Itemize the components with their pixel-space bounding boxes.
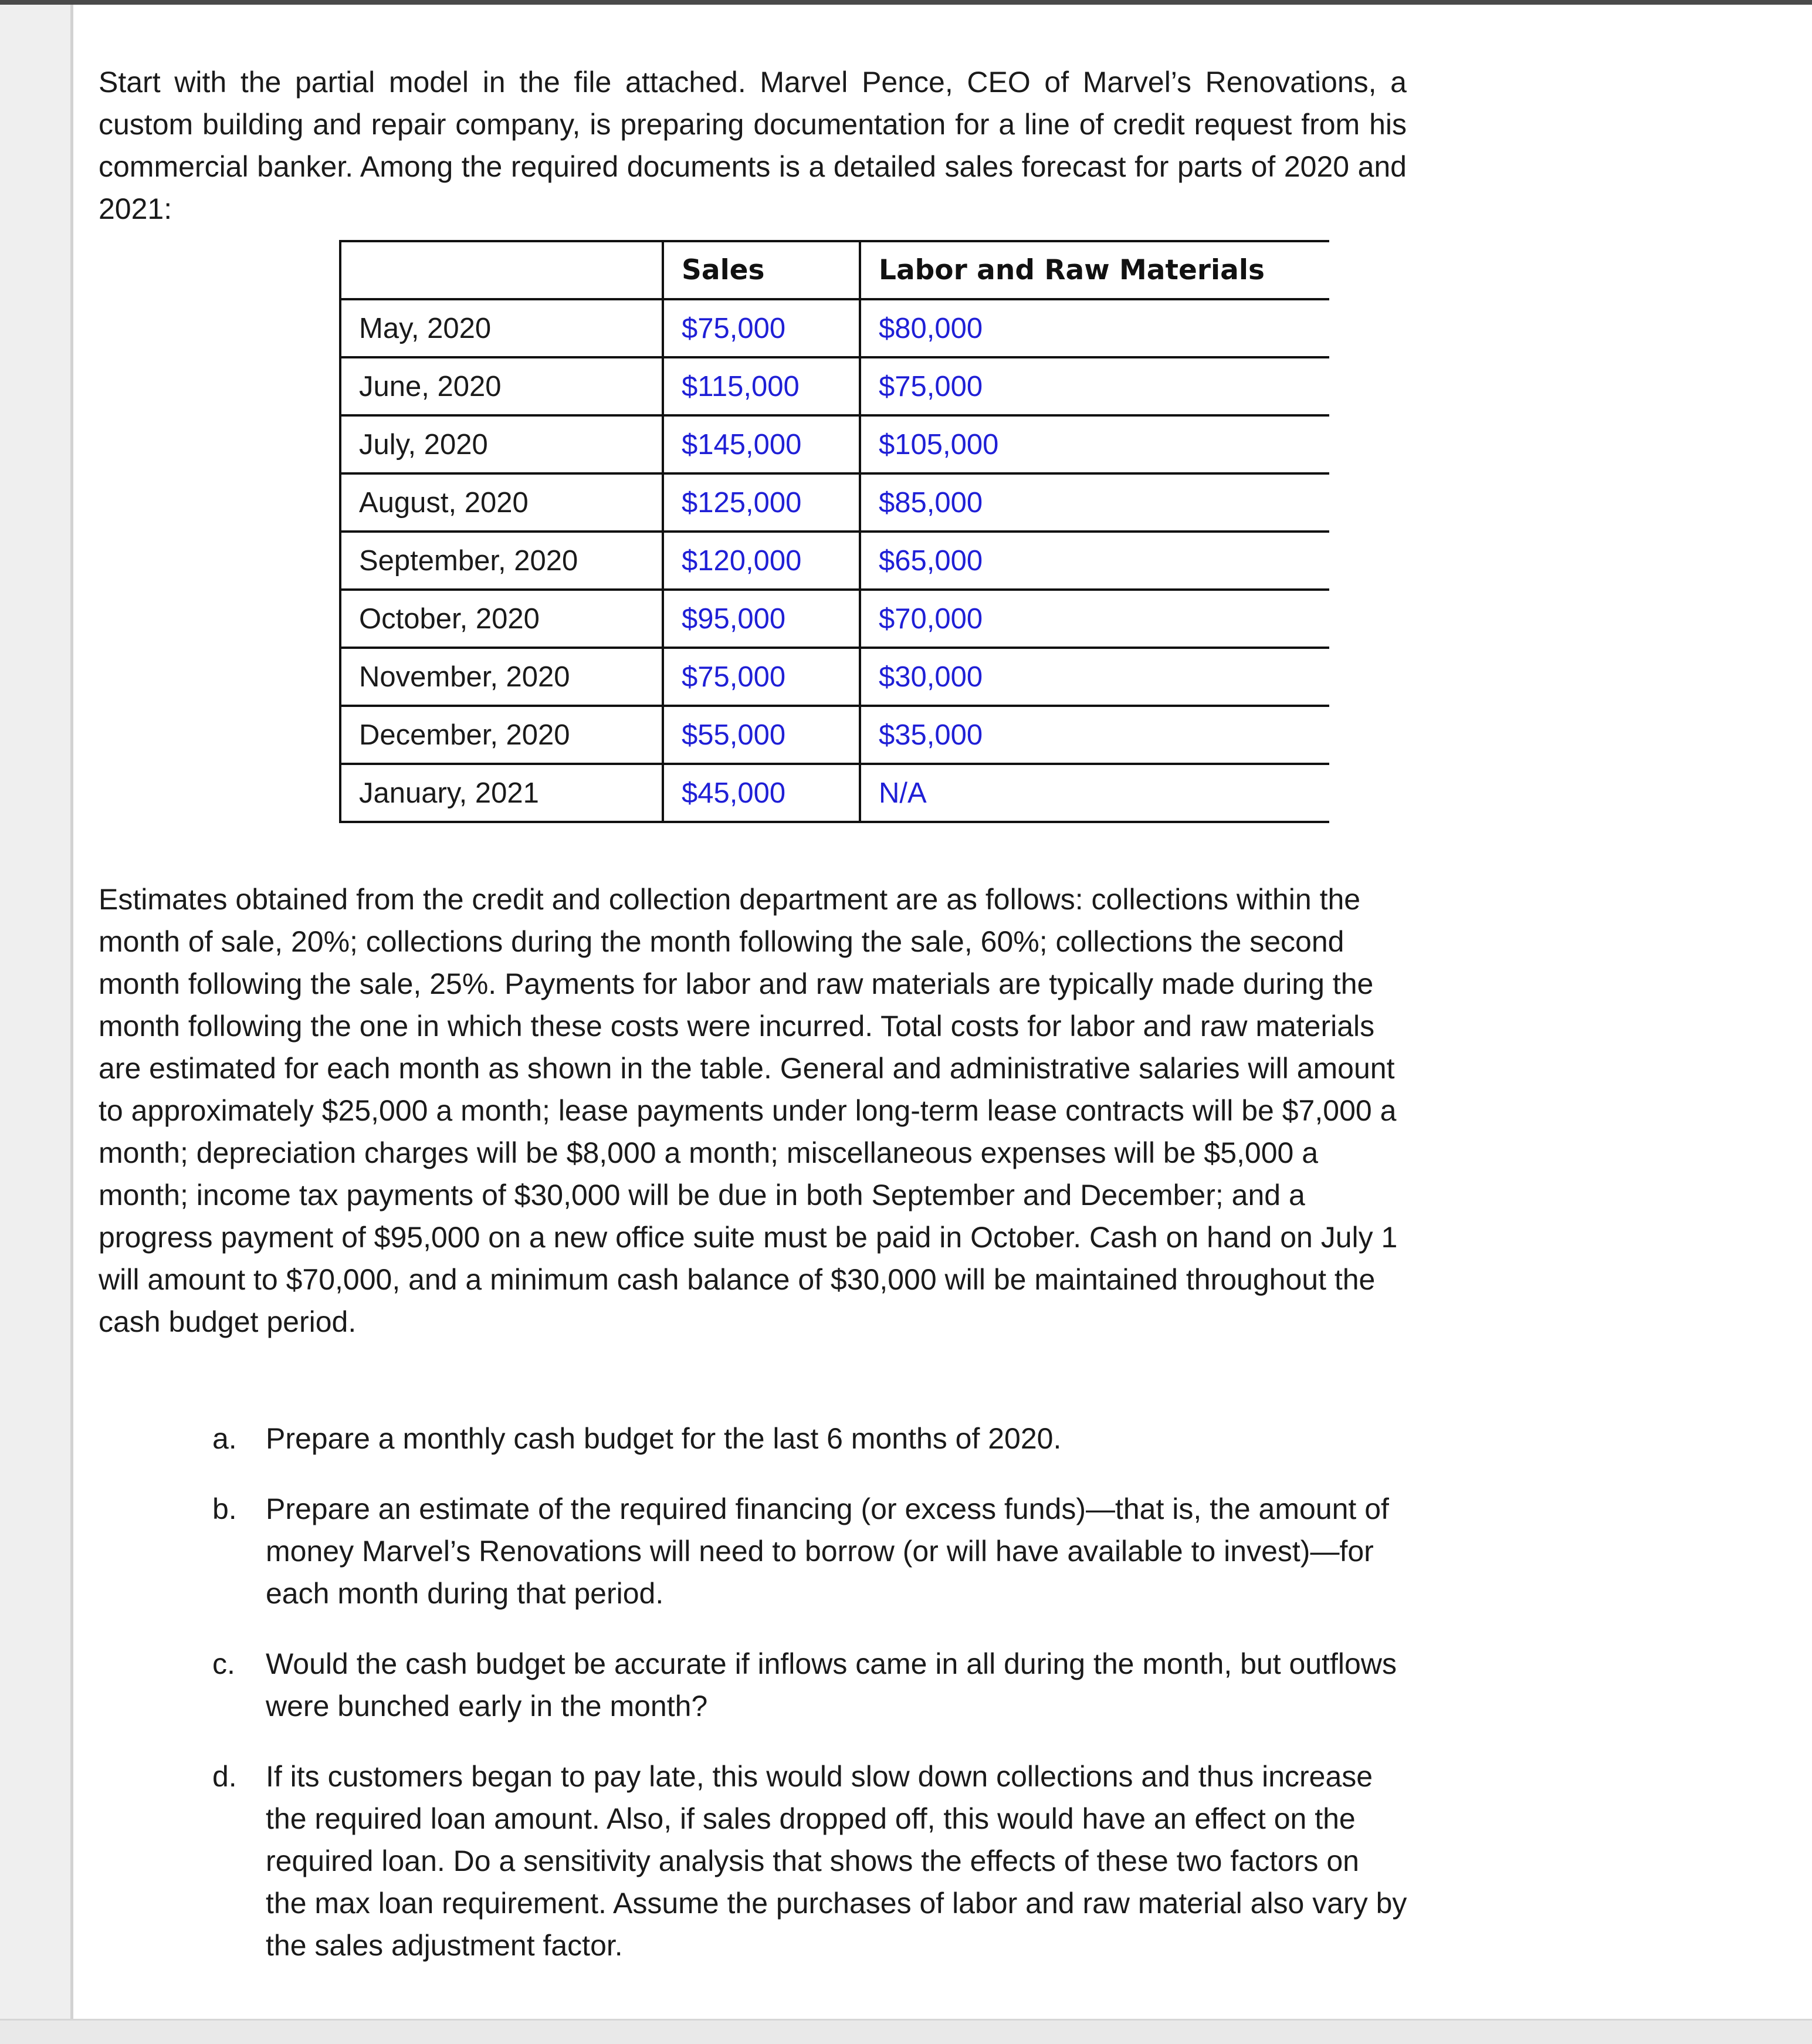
- question-item: [211, 1417, 1408, 1460]
- table-row: [340, 706, 1329, 764]
- row-month: May, 2020: [340, 299, 663, 357]
- question-marker: a.: [212, 1422, 237, 1455]
- question-item: [211, 1755, 1408, 1967]
- row-sales: $75,000: [663, 648, 860, 706]
- row-month: October, 2020: [340, 590, 663, 648]
- header-labor-raw-materials: Labor and Raw Materials: [860, 241, 1329, 299]
- row-month: June, 2020: [340, 357, 663, 415]
- question-marker: b.: [212, 1493, 237, 1525]
- row-labor: $65,000: [860, 532, 1329, 590]
- row-labor: $30,000: [860, 648, 1329, 706]
- row-month: November, 2020: [340, 648, 663, 706]
- row-labor: $70,000: [860, 590, 1329, 648]
- sales-forecast-table: [339, 240, 1329, 823]
- estimates-paragraph: Estimates obtained from the credit and collection department are as follows: collections within the month of sale, 20%; collections during the month following the sale, 60%; collections the second month following the sale, 25%. Payments for labor and raw materials are typically made during the month following the one in which these costs were incurred. Total costs for labor and raw materials are estimated for each month as shown in the table. General and administrative salaries will amount to approximately $25,000 a month; lease payments under long-term lease contracts will be $7,000 a month; depreciation charges will be $8,000 a month; miscellaneous expenses will be $5,000 a month; income tax payments of $30,000 will be due in both September and December; and a progress payment of $95,000 on a new office suite must be paid in October. Cash on hand on July 1 will amount to $70,000, and a minimum cash balance of $30,000 will be maintained throughout the cash budget period.: [99, 883, 1398, 1338]
- row-month: January, 2021: [340, 764, 663, 822]
- table-row: [340, 648, 1329, 706]
- table-row: [340, 590, 1329, 648]
- question-text: Prepare a monthly cash budget for the last 6 months of 2020.: [266, 1422, 1062, 1455]
- row-sales: $125,000: [663, 473, 860, 532]
- row-month: August, 2020: [340, 473, 663, 532]
- left-gutter: [0, 5, 73, 2019]
- question-text: Would the cash budget be accurate if inflows came in all during the month, but outflows were bunched early in the month?: [266, 1647, 1397, 1722]
- table-row: [340, 415, 1329, 473]
- window-top-bar: [0, 0, 1812, 5]
- row-labor: $80,000: [860, 299, 1329, 357]
- question-item: [211, 1488, 1408, 1615]
- row-sales: $95,000: [663, 590, 860, 648]
- row-month: July, 2020: [340, 415, 663, 473]
- row-labor: $85,000: [860, 473, 1329, 532]
- question-text: Prepare an estimate of the required financing (or excess funds)—that is, the amount of money Marvel’s Renovations will need to borrow (or will have available to invest)—for each month during that period.: [266, 1493, 1389, 1610]
- bottom-strip: [0, 2019, 1812, 2044]
- table-header-row: [340, 241, 1329, 299]
- intro-paragraph: Start with the partial model in the file attached. Marvel Pence, CEO of Marvel’s Renovations, a custom building and repair company, is preparing documentation for a line of credit request from his commercial banker. Among the required documents is a detailed sales forecast for parts of 2020 and 2021:: [99, 66, 1407, 225]
- question-list: [211, 1417, 1408, 1995]
- header-month: [340, 241, 663, 299]
- header-sales: Sales: [663, 241, 860, 299]
- row-labor: $35,000: [860, 706, 1329, 764]
- table-row: [340, 357, 1329, 415]
- table-row: [340, 299, 1329, 357]
- row-sales: $145,000: [663, 415, 860, 473]
- row-month: September, 2020: [340, 532, 663, 590]
- row-sales: $115,000: [663, 357, 860, 415]
- row-sales: $120,000: [663, 532, 860, 590]
- row-sales: $75,000: [663, 299, 860, 357]
- row-sales: $45,000: [663, 764, 860, 822]
- row-month: December, 2020: [340, 706, 663, 764]
- row-labor: $105,000: [860, 415, 1329, 473]
- question-marker: c.: [212, 1647, 235, 1680]
- question-marker: d.: [212, 1760, 237, 1793]
- table-row: [340, 532, 1329, 590]
- row-labor: N/A: [860, 764, 1329, 822]
- row-labor: $75,000: [860, 357, 1329, 415]
- question-item: [211, 1643, 1408, 1727]
- row-sales: $55,000: [663, 706, 860, 764]
- question-text: If its customers began to pay late, this would slow down collections and thus increase the required loan amount. Also, if sales dropped off, this would have an effect on the required loan. Do a sensitivity analysis that shows the effects of these two factors on the max loan requirement. Assume the purchases of labor and raw material also vary by the sales adjustment factor.: [266, 1760, 1407, 1962]
- table-row: [340, 764, 1329, 822]
- table-row: [340, 473, 1329, 532]
